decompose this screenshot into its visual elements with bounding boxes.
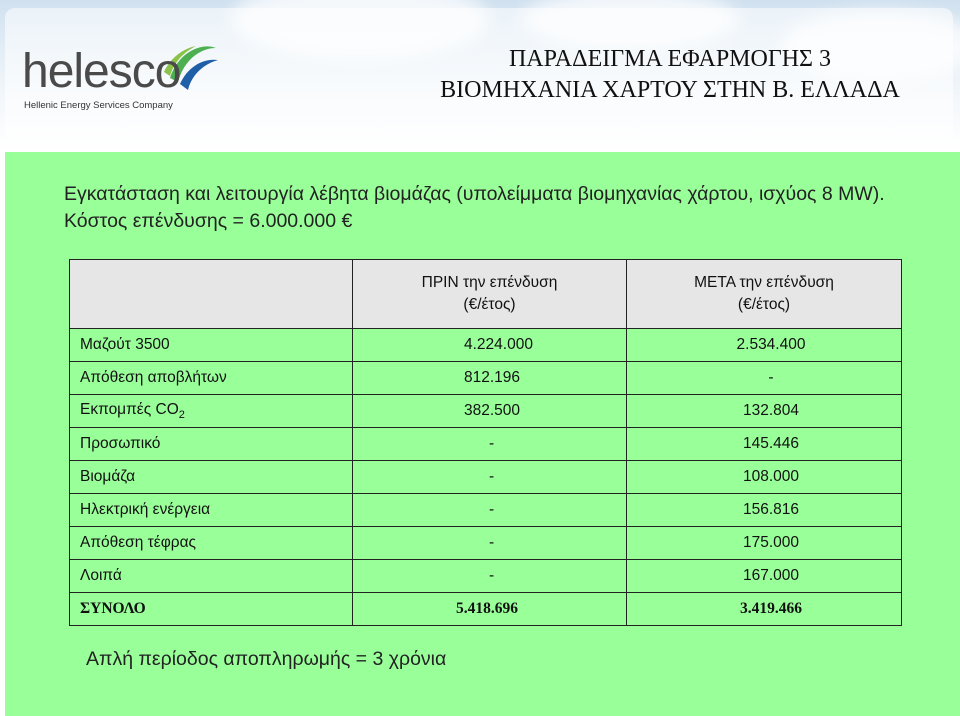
- logo-wordmark: helesco: [22, 45, 181, 98]
- header-before: [353, 260, 627, 329]
- row-label: Βιομάζα: [70, 461, 353, 494]
- title-line-2: ΒΙΟΜΗΧΑΝΙΑ ΧΑΡΤΟΥ ΣΤΗΝ Β. ΕΛΛΑΔΑ: [440, 77, 900, 103]
- table-row: [70, 527, 902, 560]
- table-row: [70, 494, 902, 527]
- row-label: Μαζούτ 3500: [70, 329, 353, 362]
- total-label: ΣΥΝΟΛΟ: [70, 593, 353, 626]
- row-before: 812.196: [353, 362, 627, 395]
- row-label-subscript: 2: [178, 409, 185, 422]
- row-label-text: Εκπομπές CO: [80, 400, 179, 418]
- header-before-line2: (€/έτος): [463, 296, 516, 313]
- header-after: [627, 260, 902, 329]
- row-after: 108.000: [627, 461, 902, 494]
- row-before: -: [353, 461, 627, 494]
- row-before: 382.500: [353, 395, 627, 428]
- cost-comparison-table: [69, 259, 902, 626]
- table-row: [70, 395, 902, 428]
- row-label: Προσωπικό: [70, 428, 353, 461]
- table-row: [70, 329, 902, 362]
- row-after: 2.534.400: [627, 329, 902, 362]
- intro-text: Εγκατάσταση και λειτουργία λέβητα βιομάζας (υπολείμματα βιομηχανίας χάρτου, ισχύος 8 MW). Κόστος επένδυσης = 6.000.000 €: [64, 183, 885, 232]
- table-row: [70, 560, 902, 593]
- helesco-logo: [22, 38, 212, 118]
- row-label: Απόθεση τέφρας: [70, 527, 353, 560]
- row-label: Λοιπά: [70, 560, 353, 593]
- table-total-row: [70, 593, 902, 626]
- header-after-line2: (€/έτος): [737, 296, 791, 313]
- payback-period: Απλή περίοδος αποπληρωμής = 3 χρόνια: [86, 648, 447, 670]
- row-after: 167.000: [627, 560, 902, 593]
- header-empty-cell: [70, 260, 353, 329]
- total-after: 3.419.466: [627, 593, 902, 626]
- row-after: -: [627, 362, 902, 395]
- logo-tagline: Hellenic Energy Services Company: [24, 100, 173, 111]
- row-label: Ηλεκτρική ενέργεια: [70, 494, 353, 527]
- row-before: -: [353, 428, 627, 461]
- row-after: 175.000: [627, 527, 902, 560]
- table-row: [70, 461, 902, 494]
- slide-title: [390, 44, 950, 106]
- row-after: 132.804: [627, 395, 902, 428]
- row-after: 156.816: [627, 494, 902, 527]
- header-after-line1: ΜΕΤΑ την επένδυση: [694, 274, 834, 291]
- title-line-1: ΠΑΡΑΔΕΙΓΜΑ ΕΦΑΡΜΟΓΗΣ 3: [508, 46, 832, 72]
- table-row: [70, 428, 902, 461]
- row-after: 145.446: [627, 428, 902, 461]
- row-before: -: [353, 527, 627, 560]
- row-before: 4.224.000: [353, 329, 627, 362]
- row-label: [70, 395, 353, 428]
- header-before-line1: ΠΡΙΝ την επένδυση: [421, 274, 558, 291]
- row-label: Απόθεση αποβλήτων: [70, 362, 353, 395]
- total-before: 5.418.696: [353, 593, 627, 626]
- table-row: [70, 362, 902, 395]
- row-before: -: [353, 560, 627, 593]
- row-before: -: [353, 494, 627, 527]
- table-header-row: [70, 260, 902, 329]
